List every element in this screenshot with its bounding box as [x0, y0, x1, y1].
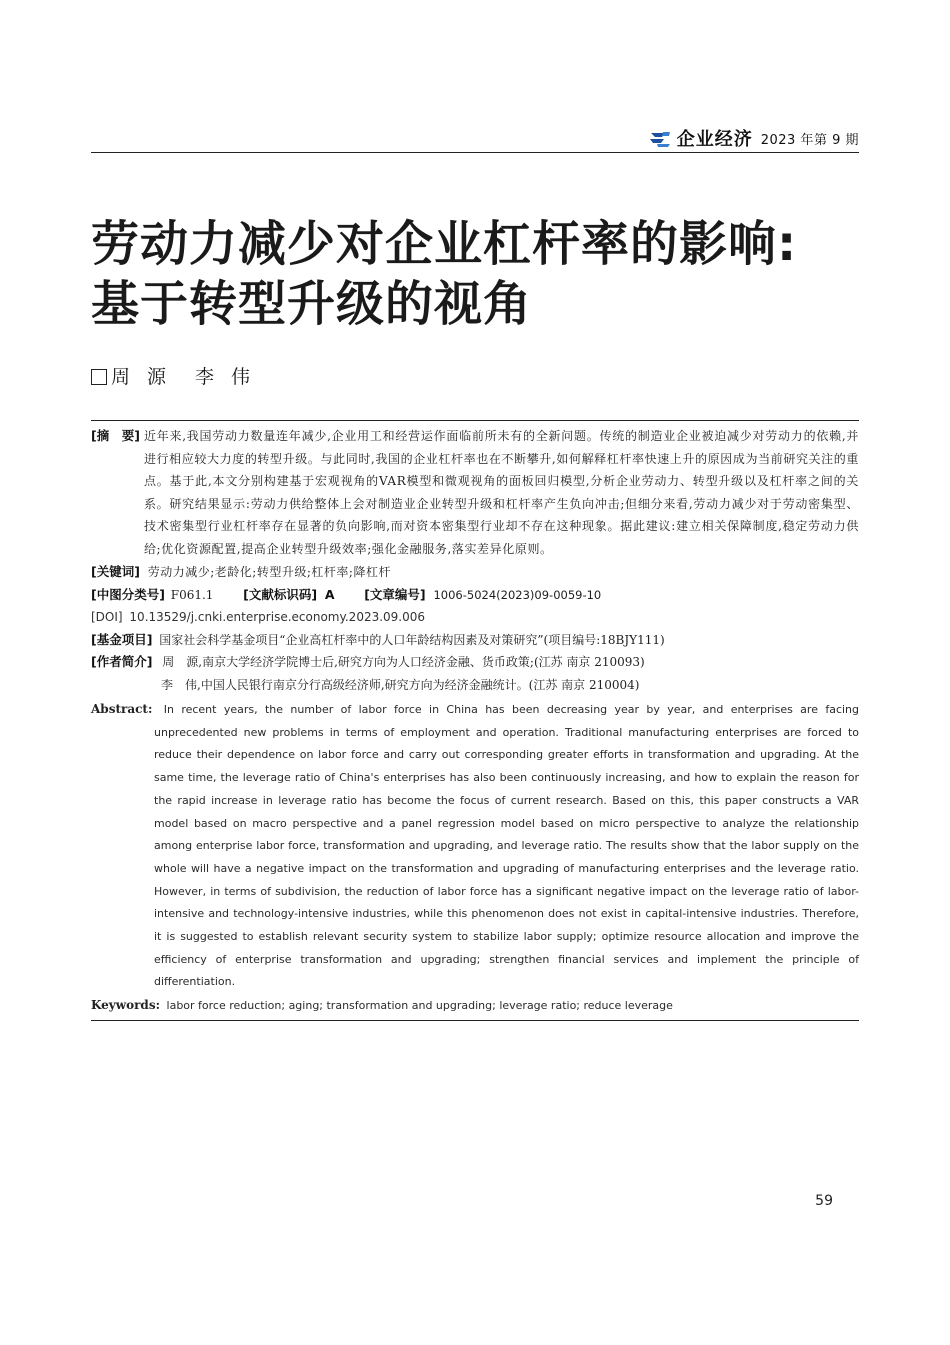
abstract-en-text: In recent years, the number of labor force in China has been decreasing year by year, and enterprises are facing unprecedented new problems in terms of employment and operation. Traditional manufacturing enterprises are forced to reduce their dependence on labor force and carry out corresponding greater efforts in transformation and upgrading. At the same time, the leverage ratio of China's enterprises has also been continuously increasing, and how to explain the reason for the rapid increase in leverage ratio has become the focus of current research. Based on this, this paper constructs a VAR model based on macro perspective and a panel regression model based on micro perspective to analyze the relationship among enterprise labor force, transformation and upgrading, and leverage ratio. The results show that the labor supply on the whole will have a negative impact on the transformation and upgrading of manufacturing enterprises and the leverage ratio. However, in terms of subdivision, the reduction of labor force has a significant negative impact on the leverage ratio of labor-intensive and technology-intensive industries, while this phenomenon does not exist in capital-intensive industries. Therefore, it is suggested to establish relevant security system to stabilize labor supply; optimize resource allocation and improve the efficiency of enterprise transformation and upgrading; strengthen financial services and implement the principle of differentiation.: [154, 703, 859, 989]
doc-code-value: A: [324, 586, 335, 602]
keywords-cn-label: [关键词]: [91, 564, 140, 579]
doi-label: [DOI]: [91, 610, 123, 624]
journal-brand: [649, 130, 859, 150]
title-line-1: 劳动力减少对企业杠杆率的影响:: [91, 216, 798, 272]
journal-issue: 2023 年第 9 期: [760, 133, 859, 148]
page-number: 59: [815, 1193, 833, 1209]
keywords-cn: [91, 561, 859, 584]
journal-logo-icon: [649, 130, 671, 148]
author-box-icon: [91, 369, 107, 385]
abstract-cn-text: 近年来,我国劳动力数量连年减少,企业用工和经营运作面临前所未有的全新问题。传统的制造业企业被迫减少对劳动力的依赖,并进行相应较大力度的转型升级。与此同时,我国的企业杠杆率也在不断攀升,如何解释杠杆率快速上升的原因成为当前研究关注的重点。基于此,本文分别构建基于宏观视角的VAR模型和微观视角的面板回归模型,分析企业劳动力、转型升级以及杠杆率之间的关系。研究结果显示:劳动力供给整体上会对制造业企业转型升级和杠杆率产生负向冲击;但细分来看,劳动力减少对于劳动密集型、技术密集型行业杠杆率存在显著的负向影响,而对资本密集型行业却不存在这种现象。据此建议:建立相关保障制度,稳定劳动力供给;优化资源配置,提高企业转型升级效率;强化金融服务,落实差异化原则。: [143, 429, 859, 556]
fund-text: 国家社会科学基金项目“企业高杠杆率中的人口年龄结构因素及对策研究”(项目编号:18BJY111): [159, 632, 665, 647]
fund-label: [基金项目]: [91, 631, 153, 647]
author-intro-label: [作者简介]: [91, 654, 153, 669]
clc-label: [中图分类号]: [91, 586, 165, 602]
doi-row: [91, 606, 859, 629]
keywords-en-label: Keywords:: [91, 998, 161, 1013]
article-number-label: [文章编号]: [364, 586, 426, 602]
journal-header: [91, 126, 859, 153]
author-2: 李伟: [195, 366, 268, 388]
journal-name: 企业经济: [676, 129, 753, 150]
fund-row: [91, 629, 859, 652]
classification-row: [91, 584, 859, 607]
doi-value: 10.13529/j.cnki.enterprise.economy.2023.09.006: [129, 610, 426, 624]
article-meta: [91, 420, 859, 1021]
abstract-cn: [91, 425, 859, 560]
title-line-2: 基于转型升级的视角: [91, 276, 533, 332]
author-intro-line-1: 周 源,南京大学经济学院博士后,研究方向为人口经济金融、货币政策;(江苏 南京 210093): [162, 655, 645, 669]
author-1: 周源: [111, 366, 184, 388]
abstract-en: [91, 698, 859, 994]
clc-value: F061.1: [170, 587, 214, 602]
author-intro-line-2: 李 伟,中国人民银行南京分行高级经济师,研究方向为经济金融统计。(江苏 南京 210004): [161, 677, 640, 692]
author-line: [91, 364, 279, 390]
author-intro: [91, 651, 859, 696]
abstract-en-label: Abstract:: [91, 702, 153, 716]
paper-title: [91, 214, 881, 334]
keywords-cn-text: 劳动力减少;老龄化;转型升级;杠杆率;降杠杆: [147, 565, 391, 579]
keywords-en-text: labor force reduction; aging; transformation and upgrading; leverage ratio; reduce leverage: [166, 999, 673, 1013]
article-number-value: 1006-5024(2023)09-0059-10: [433, 587, 602, 602]
keywords-en: [91, 994, 859, 1021]
abstract-cn-label: [摘 要]: [91, 428, 140, 443]
doc-code-label: [文献标识码]: [243, 586, 318, 602]
